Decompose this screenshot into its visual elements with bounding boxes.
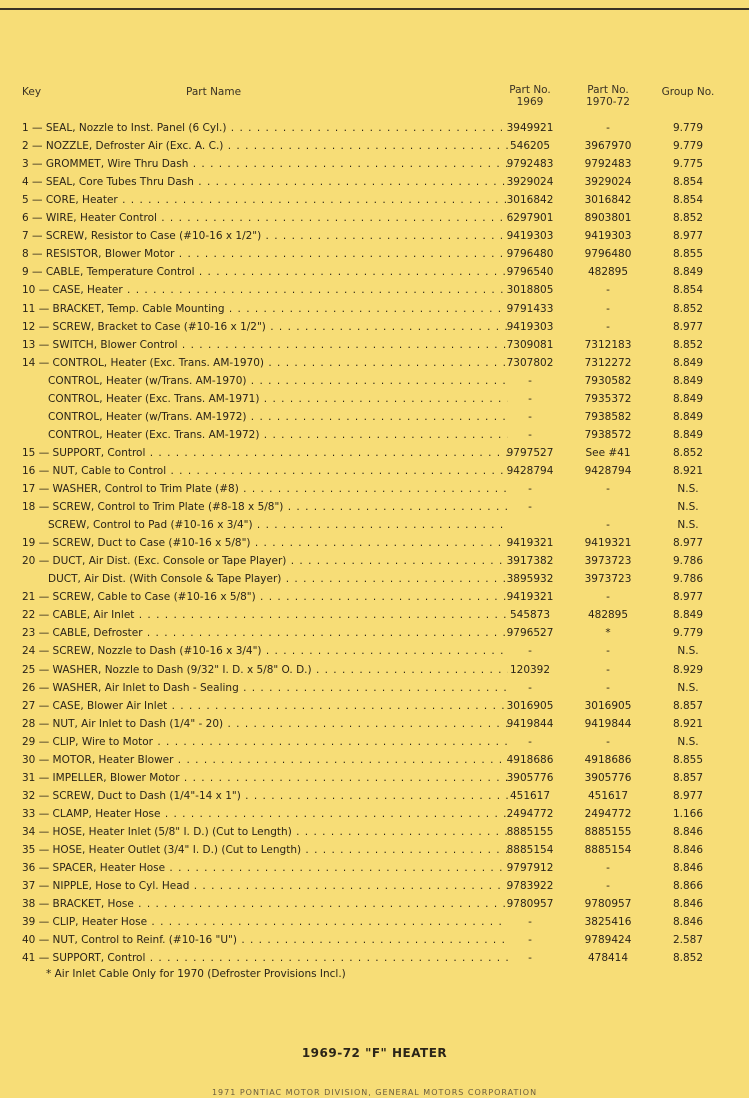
part-no-1970-72-cell: 3825416 [584,916,632,929]
group-no-cell: 8.855 [672,248,704,261]
part-no-1969-cell: - [528,934,532,947]
group-no-cell: 8.852 [672,338,704,351]
part-no-1970-72-cell: - [606,880,610,893]
table-row [0,859,749,877]
part-no-1969-cell: 9792483 [506,158,554,171]
part-no-1969-cell: - [528,645,532,658]
header-key: Key [22,86,42,98]
part-name-cell: 41 — SUPPORT, Control . . . [22,949,508,967]
table-row [0,877,749,895]
table-row [0,137,749,155]
group-no-cell: 8.977 [672,789,704,802]
group-no-cell: 8.977 [672,320,704,333]
part-name-cell: CONTROL, Heater (w/Trans. AM-1970) . . . [22,372,508,390]
part-no-1969-cell: 9797527 [506,446,554,459]
part-name-cell: CONTROL, Heater (Exc. Trans. AM-1972) . . . [22,426,508,444]
part-no-1969-cell: 7307802 [506,356,554,369]
group-no-cell: 8.866 [672,880,704,893]
header-group-no: Group No. [661,86,715,98]
part-no-1970-72-cell: 2494772 [584,807,632,820]
part-no-1970-72-cell: 3973723 [584,555,632,568]
table-row [0,588,749,606]
group-no-cell: 8.849 [672,609,704,622]
table-row [0,534,749,552]
part-no-1969-cell: 9797912 [506,862,554,875]
part-no-1970-72-cell: 482895 [587,609,629,622]
part-no-1970-72-cell: 7312183 [584,338,632,351]
part-no-1969-cell: - [528,916,532,929]
part-no-1969-cell: - [528,428,532,441]
group-no-cell: 8.854 [672,176,704,189]
group-no-cell: 8.854 [672,284,704,297]
part-no-1970-72-cell: - [606,122,610,134]
part-name-cell: 17 — WASHER, Control to Trim Plate (#8) . . . [22,480,508,498]
table-row [0,570,749,588]
part-no-1969-cell: 9419844 [506,717,554,730]
part-name-cell: SCREW, Control to Pad (#10-16 x 3/4") . . . [22,516,508,534]
part-no-1970-72-cell: 3016905 [584,699,632,712]
part-name-cell: 9 — CABLE, Temperature Control . . . [22,263,508,281]
group-no-cell: 8.921 [672,717,704,730]
part-name-cell: 21 — SCREW, Cable to Case (#10-16 x 5/8") . . . [22,588,508,606]
group-no-cell: 8.852 [672,446,704,459]
part-no-1970-72-cell: 3016842 [584,194,632,207]
part-no-1970-72-cell: 7312272 [584,356,632,369]
table-row [0,408,749,426]
table-row [0,841,749,859]
group-no-cell: 8.857 [672,699,704,712]
part-name-cell: DUCT, Air Dist. (With Console & Tape Player) . . . [22,570,508,588]
table-row [0,245,749,263]
header-part-name: Part Name [186,86,242,98]
group-no-cell: 8.846 [672,916,704,929]
part-no-1970-72-cell: 9419321 [584,537,632,550]
part-no-1970-72-cell: 7935372 [584,392,632,405]
group-no-cell: 8.857 [672,771,704,784]
table-row [0,606,749,624]
table-row [0,931,749,949]
group-no-cell: 8.921 [672,464,704,477]
part-name-cell: 38 — BRACKET, Hose . . . [22,895,508,913]
part-name-cell: 1 — SEAL, Nozzle to Inst. Panel (6 Cyl.) . . . [22,119,508,137]
part-name-cell: 19 — SCREW, Duct to Case (#10-16 x 5/8") . . . [22,534,508,552]
part-name-cell: 12 — SCREW, Bracket to Case (#10-16 x 1/2") . . . [22,318,508,336]
part-no-1970-72-cell: * [605,627,611,640]
part-no-1969-cell: - [528,501,532,514]
part-name-cell: 26 — WASHER, Air Inlet to Dash - Sealing . . . [22,679,508,697]
table-row [0,769,749,787]
table-row [0,426,749,444]
part-name-cell: 34 — HOSE, Heater Inlet (5/8" I. D.) (Cut to Length) . . . [22,823,508,841]
part-name-cell: CONTROL, Heater (w/Trans. AM-1972) . . . [22,408,508,426]
part-no-1970-72-cell: 4918686 [584,753,632,766]
table-row [0,318,749,336]
part-no-1969-cell: 9419303 [506,320,554,333]
part-name-cell: 3 — GROMMET, Wire Thru Dash . . . [22,155,508,173]
table-row [0,697,749,715]
part-no-1969-cell: 3949921 [506,122,554,134]
group-no-cell: 8.849 [672,356,704,369]
table-row [0,913,749,931]
group-no-cell: 8.852 [672,302,704,315]
table-row [0,805,749,823]
part-name-cell: 11 — BRACKET, Temp. Cable Mounting . . . [22,300,508,318]
header-part-no-1970-72 [576,84,640,108]
table-row [0,715,749,733]
part-no-1970-72-cell: - [606,483,610,495]
part-no-1969-cell: 9796480 [506,248,554,261]
footnote: * Air Inlet Cable Only for 1970 (Defroster Provisions Incl.) [46,968,346,980]
table-row [0,661,749,679]
group-no-cell: 8.852 [672,212,704,225]
header-part-no-1970-line1: Part No. [587,84,629,96]
part-no-1969-cell: 9796527 [506,627,554,640]
part-no-1970-72-cell: 9792483 [584,158,632,171]
part-no-1970-72-cell: 3929024 [584,176,632,189]
part-name-cell: 24 — SCREW, Nozzle to Dash (#10-16 x 3/4") . . . [22,642,508,660]
part-no-1970-72-cell: 9796480 [584,248,632,261]
table-row [0,263,749,281]
part-name-cell: 31 — IMPELLER, Blower Motor . . . [22,769,508,787]
part-no-1970-72-cell: 9428794 [584,464,632,477]
group-no-cell: 8.846 [672,844,704,856]
group-no-cell: N.S. [677,681,699,694]
group-no-cell: 8.849 [672,266,704,279]
table-row [0,642,749,660]
group-no-cell: 8.977 [672,537,704,550]
header-part-no-1969 [498,84,562,108]
part-name-cell: 25 — WASHER, Nozzle to Dash (9/32" I. D. x 5/8" O. D.) . . . [22,661,508,679]
part-no-1970-72-cell: - [606,663,610,676]
part-name-cell: 27 — CASE, Blower Air Inlet . . . [22,697,508,715]
group-no-cell: 8.846 [672,825,704,838]
part-no-1969-cell: 7309081 [506,338,554,351]
part-name-cell: 15 — SUPPORT, Control . . . [22,444,508,462]
part-no-1969-cell: 6297901 [506,212,554,225]
part-name-cell: 33 — CLAMP, Heater Hose . . . [22,805,508,823]
table-row [0,173,749,191]
part-name-cell: 14 — CONTROL, Heater (Exc. Trans. AM-1970) . . . [22,354,508,372]
part-no-1970-72-cell: 9789424 [584,934,632,947]
part-no-1970-72-cell: 3905776 [584,771,632,784]
part-no-1970-72-cell: - [606,591,610,604]
table-row [0,895,749,913]
part-no-1970-72-cell: - [606,519,610,532]
part-name-cell: 18 — SCREW, Control to Trim Plate (#8-18 x 5/8") . . . [22,498,508,516]
part-name-cell: 16 — NUT, Cable to Control . . . [22,462,508,480]
table-row [0,823,749,841]
part-no-1970-72-cell: 7938572 [584,428,632,441]
part-no-1970-72-cell: 478414 [587,952,629,965]
table-row [0,516,749,534]
part-name-cell: 8 — RESISTOR, Blower Motor . . . [22,245,508,263]
publisher-line: 1971 PONTIAC MOTOR DIVISION, GENERAL MOTORS CORPORATION [211,1088,538,1097]
part-name-cell: 10 — CASE, Heater . . . [22,281,508,299]
part-name-cell: 5 — CORE, Heater . . . [22,191,508,209]
part-name-cell: 23 — CABLE, Defroster . . . [22,624,508,642]
part-no-1969-cell: 9428794 [506,464,554,477]
group-no-cell: 9.786 [672,555,704,568]
table-row [0,390,749,408]
part-name-cell: 2 — NOZZLE, Defroster Air (Exc. A. C.) . . . [22,137,508,155]
group-no-cell: 8.849 [672,374,704,387]
table-row [0,191,749,209]
group-no-cell: 8.852 [672,952,704,965]
part-no-1969-cell: 9419321 [506,591,554,604]
part-name-cell: 39 — CLIP, Heater Hose . . . [22,913,508,931]
part-no-1969-cell: 546205 [509,140,551,153]
group-no-cell: 8.855 [672,753,704,766]
table-row [0,498,749,516]
part-no-1969-cell: 120392 [509,663,551,676]
part-no-1970-72-cell: - [606,320,610,333]
part-name-cell: CONTROL, Heater (Exc. Trans. AM-1971) . . . [22,390,508,408]
group-no-cell: 9.786 [672,573,704,586]
part-no-1970-72-cell: - [606,284,610,297]
group-no-cell: 8.977 [672,591,704,604]
table-row [0,372,749,390]
table-row [0,624,749,642]
table-row [0,462,749,480]
table-row [0,119,749,137]
top-rule [0,8,749,10]
part-no-1970-72-cell: 8903801 [584,212,632,225]
part-no-1970-72-cell: 9419303 [584,230,632,243]
header-part-no-1969-line2: 1969 [516,96,544,108]
part-no-1969-cell: 9796540 [506,266,554,279]
part-name-cell: 36 — SPACER, Heater Hose . . . [22,859,508,877]
part-no-1969-cell: - [528,952,532,965]
page-title: 1969-72 "F" HEATER [301,1046,448,1060]
part-name-cell: 37 — NIPPLE, Hose to Cyl. Head . . . [22,877,508,895]
group-no-cell: 9.779 [672,140,704,153]
part-name-cell: 13 — SWITCH, Blower Control . . . [22,336,508,354]
part-no-1969-cell: 3905776 [506,771,554,784]
table-row [0,281,749,299]
part-no-1969-cell: - [528,392,532,405]
part-name-cell: 4 — SEAL, Core Tubes Thru Dash . . . [22,173,508,191]
part-no-1969-cell: - [528,410,532,423]
table-row [0,354,749,372]
part-no-1969-cell: 9783922 [506,880,554,893]
part-no-1969-cell: 4918686 [506,753,554,766]
part-no-1970-72-cell: - [606,862,610,875]
group-no-cell: 9.775 [672,158,704,171]
part-no-1970-72-cell: 8885155 [584,825,632,838]
group-no-cell: 8.977 [672,230,704,243]
table-row [0,155,749,173]
part-no-1969-cell: 3895932 [506,573,554,586]
table-row [0,300,749,318]
part-no-1969-cell: 3016842 [506,194,554,207]
part-no-1969-cell: 9419321 [506,537,554,550]
part-name-cell: 40 — NUT, Control to Reinf. (#10-16 "U") . . . [22,931,508,949]
part-no-1969-cell: 9791433 [506,302,554,315]
part-no-1969-cell: 3917382 [506,555,554,568]
part-no-1969-cell: - [528,483,532,495]
part-no-1969-cell: 3018805 [506,284,554,297]
part-no-1970-72-cell: 3967970 [584,140,632,153]
part-name-cell: 20 — DUCT, Air Dist. (Exc. Console or Tape Player) . . . [22,552,508,570]
part-no-1970-72-cell: - [606,735,610,748]
part-name-cell: 35 — HOSE, Heater Outlet (3/4" I. D.) (Cut to Length) . . . [22,841,508,859]
part-no-1970-72-cell: - [606,681,610,694]
group-no-cell: 8.849 [672,428,704,441]
part-name-cell: 28 — NUT, Air Inlet to Dash (1/4" - 20) . . . [22,715,508,733]
table-row [0,751,749,769]
part-no-1969-cell: 451617 [509,789,551,802]
group-no-cell: 8.849 [672,392,704,405]
group-no-cell: N.S. [677,735,699,748]
part-name-cell: 7 — SCREW, Resistor to Case (#10-16 x 1/2") . . . [22,227,508,245]
table-row [0,733,749,751]
part-no-1970-72-cell: See #41 [585,446,631,459]
table-row [0,209,749,227]
table-row [0,444,749,462]
part-no-1970-72-cell: - [606,302,610,315]
group-no-cell: 1.166 [672,807,704,820]
part-name-cell: 30 — MOTOR, Heater Blower . . . [22,751,508,769]
part-no-1970-72-cell: 3973723 [584,573,632,586]
part-no-1970-72-cell: 7930582 [584,374,632,387]
header-part-no-1970-line2: 1970-72 [586,96,630,108]
part-no-1970-72-cell: 9780957 [584,898,632,911]
part-no-1969-cell: 9780957 [506,898,554,911]
part-no-1969-cell: 8885155 [506,825,554,838]
table-row [0,552,749,570]
group-no-cell: N.S. [677,645,699,658]
part-no-1969-cell: 545873 [509,609,551,622]
part-no-1970-72-cell: - [606,645,610,658]
part-name-cell: 22 — CABLE, Air Inlet . . . [22,606,508,624]
part-no-1969-cell: - [528,735,532,748]
table-row [0,679,749,697]
part-name-cell: 32 — SCREW, Duct to Dash (1/4"-14 x 1") . . . [22,787,508,805]
part-no-1969-cell: 3929024 [506,176,554,189]
part-no-1970-72-cell: 482895 [587,266,629,279]
table-row [0,949,749,967]
part-no-1969-cell: 3016905 [506,699,554,712]
part-no-1969-cell: - [528,681,532,694]
group-no-cell: 8.854 [672,194,704,207]
part-no-1970-72-cell: 451617 [587,789,629,802]
group-no-cell: N.S. [677,519,699,532]
part-no-1970-72-cell: 7938582 [584,410,632,423]
part-name-cell: 6 — WIRE, Heater Control . . . [22,209,508,227]
part-no-1970-72-cell: 8885154 [584,844,632,856]
part-no-1969-cell: - [528,374,532,387]
part-no-1969-cell: 9419303 [506,230,554,243]
group-no-cell: N.S. [677,501,699,514]
table-row [0,787,749,805]
part-no-1970-72-cell: 9419844 [584,717,632,730]
group-no-cell: 2.587 [672,934,704,947]
table-row [0,480,749,498]
table-row [0,227,749,245]
table-row [0,336,749,354]
group-no-cell: 8.846 [672,862,704,875]
part-no-1969-cell: 2494772 [506,807,554,820]
group-no-cell: 8.929 [672,663,704,676]
group-no-cell: 8.849 [672,410,704,423]
group-no-cell: 9.779 [672,122,704,134]
part-name-cell: 29 — CLIP, Wire to Motor . . . [22,733,508,751]
group-no-cell: 9.779 [672,627,704,640]
group-no-cell: 8.846 [672,898,704,911]
part-no-1969-cell: 8885154 [506,844,554,856]
group-no-cell: N.S. [677,483,699,495]
header-part-no-1969-line1: Part No. [509,84,551,96]
